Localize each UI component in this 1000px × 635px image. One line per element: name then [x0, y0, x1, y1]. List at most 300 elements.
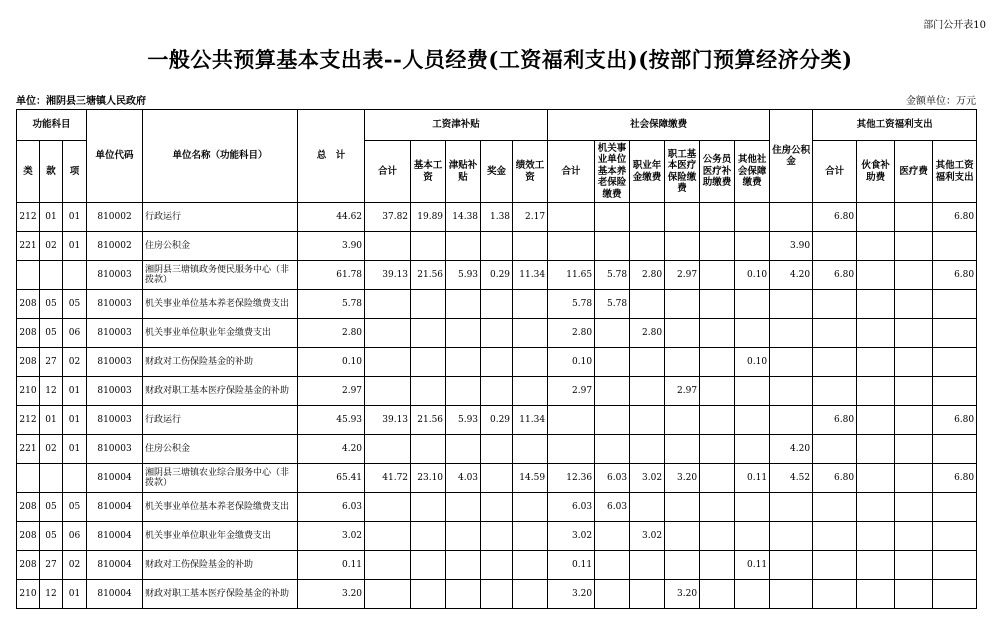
cell-annuity — [630, 435, 665, 464]
cell-unit-code: 810002 — [87, 203, 143, 232]
cell-kuan: 05 — [40, 493, 63, 522]
cell-unit-code: 810003 — [87, 406, 143, 435]
header-func-subject: 功能科目 — [17, 110, 87, 141]
unit-label: 单位：湘阴县三塘镇人民政府 — [16, 96, 146, 107]
header-social-sum: 合计 — [548, 141, 595, 203]
cell-other-social — [735, 406, 770, 435]
cell-unit-name: 财政对职工基本医疗保险基金的补助 — [143, 377, 298, 406]
cell-unit-name: 行政运行 — [143, 203, 298, 232]
cell-allowance: 14.38 — [446, 203, 481, 232]
header-other-social: 其他社会保障缴费 — [735, 141, 770, 203]
cell-med-fee — [895, 580, 933, 609]
header-perf-wage: 绩效工资 — [513, 141, 548, 203]
cell-pension — [595, 232, 630, 261]
table-row — [17, 203, 977, 232]
cell-total: 2.97 — [298, 377, 365, 406]
cell-perf-wage: 11.34 — [513, 406, 548, 435]
cell-unit-code: 810004 — [87, 464, 143, 493]
cell-social-sum: 5.78 — [548, 290, 595, 319]
cell-total: 4.20 — [298, 435, 365, 464]
cell-social-sum: 2.80 — [548, 319, 595, 348]
cell-total: 44.62 — [298, 203, 365, 232]
header-other-group: 其他工资福利支出 — [813, 110, 977, 141]
cell-medical — [665, 203, 700, 232]
cell-pension — [595, 377, 630, 406]
cell-wage-sum: 39.13 — [365, 406, 411, 435]
header-bonus: 奖金 — [481, 141, 513, 203]
cell-housing: 3.90 — [770, 232, 813, 261]
cell-housing — [770, 493, 813, 522]
cell-other-sum — [813, 290, 857, 319]
cell-perf-wage — [513, 319, 548, 348]
cell-allowance — [446, 435, 481, 464]
cell-social-sum — [548, 435, 595, 464]
cell-unit-code: 810003 — [87, 435, 143, 464]
cell-unit-name: 住房公积金 — [143, 232, 298, 261]
cell-kuan: 02 — [40, 435, 63, 464]
cell-med-fee — [895, 435, 933, 464]
cell-unit-name: 机关事业单位职业年金缴费支出 — [143, 319, 298, 348]
cell-other-sum — [813, 377, 857, 406]
cell-allowance — [446, 580, 481, 609]
cell-med-fee — [895, 348, 933, 377]
cell-civil-medical — [700, 261, 735, 290]
cell-civil-medical — [700, 203, 735, 232]
cell-basic-wage — [411, 232, 446, 261]
cell-other-social — [735, 232, 770, 261]
cell-housing: 4.20 — [770, 435, 813, 464]
cell-xiang — [63, 261, 87, 290]
cell-pension: 6.03 — [595, 493, 630, 522]
cell-med-fee — [895, 406, 933, 435]
cell-other-social — [735, 203, 770, 232]
cell-kuan: 12 — [40, 377, 63, 406]
cell-allowance — [446, 493, 481, 522]
cell-medical: 3.20 — [665, 464, 700, 493]
cell-unit-code: 810004 — [87, 580, 143, 609]
cell-housing — [770, 203, 813, 232]
cell-perf-wage: 2.17 — [513, 203, 548, 232]
cell-pension — [595, 551, 630, 580]
cell-other-sum — [813, 580, 857, 609]
cell-unit-name: 湘阴县三塘镇政务便民服务中心（非拨款） — [143, 261, 298, 290]
cell-unit-code: 810004 — [87, 493, 143, 522]
cell-annuity: 2.80 — [630, 261, 665, 290]
cell-xiang: 01 — [63, 580, 87, 609]
cell-total: 3.02 — [298, 522, 365, 551]
cell-perf-wage — [513, 348, 548, 377]
table-row — [17, 522, 977, 551]
cell-unit-code: 810003 — [87, 319, 143, 348]
cell-pension — [595, 348, 630, 377]
cell-unit-code: 810003 — [87, 348, 143, 377]
cell-social-sum — [548, 203, 595, 232]
cell-pension — [595, 319, 630, 348]
page-title: 一般公共预算基本支出表--人员经费(工资福利支出)(按部门预算经济分类) — [147, 47, 853, 72]
cell-kuan: 05 — [40, 290, 63, 319]
cell-meal — [857, 580, 895, 609]
cell-meal — [857, 319, 895, 348]
header-medical: 职工基本医疗保险缴费 — [665, 141, 700, 203]
cell-housing — [770, 406, 813, 435]
cell-annuity: 3.02 — [630, 522, 665, 551]
cell-unit-name: 湘阴县三塘镇农业综合服务中心（非拨款） — [143, 464, 298, 493]
cell-other-social: 0.11 — [735, 551, 770, 580]
cell-allowance — [446, 348, 481, 377]
cell-other-welfare — [933, 551, 977, 580]
cell-wage-sum — [365, 435, 411, 464]
amount-unit-label: 金额单位：万元 — [906, 96, 976, 107]
cell-other-sum: 6.80 — [813, 261, 857, 290]
cell-med-fee — [895, 522, 933, 551]
cell-civil-medical — [700, 551, 735, 580]
header-allowance: 津贴补贴 — [446, 141, 481, 203]
header-med-fee: 医疗费 — [895, 141, 933, 203]
cell-meal — [857, 551, 895, 580]
cell-other-sum: 6.80 — [813, 406, 857, 435]
header-pension: 机关事业单位基本养老保险缴费 — [595, 141, 630, 203]
cell-social-sum — [548, 406, 595, 435]
cell-other-welfare — [933, 232, 977, 261]
cell-allowance — [446, 377, 481, 406]
cell-medical — [665, 551, 700, 580]
cell-meal — [857, 290, 895, 319]
cell-other-social — [735, 290, 770, 319]
cell-medical: 3.20 — [665, 580, 700, 609]
cell-wage-sum — [365, 580, 411, 609]
cell-wage-sum — [365, 232, 411, 261]
cell-civil-medical — [700, 377, 735, 406]
cell-total: 6.03 — [298, 493, 365, 522]
cell-unit-code: 810004 — [87, 522, 143, 551]
cell-bonus — [481, 580, 513, 609]
cell-meal — [857, 406, 895, 435]
cell-other-sum: 6.80 — [813, 464, 857, 493]
cell-unit-name: 机关事业单位职业年金缴费支出 — [143, 522, 298, 551]
cell-xiang: 01 — [63, 203, 87, 232]
header-kuan: 款 — [40, 141, 63, 203]
cell-basic-wage — [411, 522, 446, 551]
header-civil-medical: 公务员医疗补助缴费 — [700, 141, 735, 203]
cell-kuan — [40, 464, 63, 493]
cell-xiang: 01 — [63, 406, 87, 435]
cell-other-welfare: 6.80 — [933, 406, 977, 435]
cell-other-welfare — [933, 435, 977, 464]
cell-social-sum: 3.20 — [548, 580, 595, 609]
cell-meal — [857, 232, 895, 261]
cell-lei: 208 — [17, 348, 40, 377]
table-row — [17, 261, 977, 290]
cell-housing: 4.20 — [770, 261, 813, 290]
cell-pension: 5.78 — [595, 290, 630, 319]
cell-annuity — [630, 232, 665, 261]
cell-total: 0.11 — [298, 551, 365, 580]
cell-meal — [857, 522, 895, 551]
cell-wage-sum: 39.13 — [365, 261, 411, 290]
cell-other-social — [735, 580, 770, 609]
cell-lei: 221 — [17, 232, 40, 261]
cell-xiang: 01 — [63, 232, 87, 261]
cell-total: 61.78 — [298, 261, 365, 290]
cell-pension — [595, 580, 630, 609]
cell-med-fee — [895, 464, 933, 493]
cell-perf-wage — [513, 435, 548, 464]
cell-wage-sum — [365, 290, 411, 319]
cell-xiang — [63, 464, 87, 493]
cell-kuan: 01 — [40, 203, 63, 232]
cell-other-welfare — [933, 319, 977, 348]
cell-med-fee — [895, 203, 933, 232]
cell-unit-name: 财政对工伤保险基金的补助 — [143, 348, 298, 377]
cell-wage-sum — [365, 348, 411, 377]
cell-other-welfare — [933, 522, 977, 551]
cell-bonus — [481, 377, 513, 406]
cell-lei: 208 — [17, 493, 40, 522]
cell-med-fee — [895, 377, 933, 406]
cell-pension: 6.03 — [595, 464, 630, 493]
header-wage-group: 工资津补贴 — [365, 110, 548, 141]
table-row — [17, 493, 977, 522]
cell-bonus — [481, 348, 513, 377]
cell-unit-name: 住房公积金 — [143, 435, 298, 464]
cell-pension — [595, 406, 630, 435]
header-xiang: 项 — [63, 141, 87, 203]
cell-basic-wage — [411, 348, 446, 377]
cell-meal — [857, 377, 895, 406]
table-row — [17, 348, 977, 377]
cell-lei: 212 — [17, 406, 40, 435]
cell-other-sum — [813, 522, 857, 551]
cell-perf-wage: 14.59 — [513, 464, 548, 493]
cell-lei — [17, 464, 40, 493]
cell-medical — [665, 435, 700, 464]
cell-annuity — [630, 493, 665, 522]
cell-perf-wage — [513, 551, 548, 580]
cell-other-social: 0.11 — [735, 464, 770, 493]
cell-other-welfare — [933, 377, 977, 406]
cell-bonus — [481, 290, 513, 319]
header-annuity: 职业年金缴费 — [630, 141, 665, 203]
cell-wage-sum — [365, 319, 411, 348]
cell-other-sum: 6.80 — [813, 203, 857, 232]
cell-civil-medical — [700, 435, 735, 464]
cell-unit-code: 810003 — [87, 377, 143, 406]
cell-housing — [770, 348, 813, 377]
cell-annuity — [630, 580, 665, 609]
cell-other-social — [735, 319, 770, 348]
cell-wage-sum — [365, 493, 411, 522]
cell-xiang: 02 — [63, 348, 87, 377]
cell-allowance — [446, 290, 481, 319]
table-row — [17, 406, 977, 435]
cell-medical — [665, 290, 700, 319]
cell-unit-code: 810002 — [87, 232, 143, 261]
cell-perf-wage — [513, 522, 548, 551]
header-other-welfare: 其他工资福利支出 — [933, 141, 977, 203]
cell-allowance: 5.93 — [446, 406, 481, 435]
cell-civil-medical — [700, 319, 735, 348]
cell-bonus — [481, 464, 513, 493]
cell-kuan: 05 — [40, 319, 63, 348]
cell-housing — [770, 522, 813, 551]
cell-other-social: 0.10 — [735, 348, 770, 377]
cell-wage-sum — [365, 377, 411, 406]
cell-other-sum — [813, 551, 857, 580]
cell-civil-medical — [700, 464, 735, 493]
page-code: 部门公开表10 — [923, 20, 986, 31]
cell-lei: 208 — [17, 551, 40, 580]
cell-other-welfare — [933, 290, 977, 319]
cell-basic-wage — [411, 551, 446, 580]
cell-civil-medical — [700, 290, 735, 319]
cell-allowance — [446, 522, 481, 551]
cell-kuan: 12 — [40, 580, 63, 609]
cell-other-sum — [813, 493, 857, 522]
cell-xiang: 06 — [63, 319, 87, 348]
cell-kuan — [40, 261, 63, 290]
cell-unit-name: 财政对职工基本医疗保险基金的补助 — [143, 580, 298, 609]
cell-annuity — [630, 203, 665, 232]
cell-other-welfare — [933, 493, 977, 522]
cell-other-welfare — [933, 348, 977, 377]
cell-total: 3.90 — [298, 232, 365, 261]
cell-bonus — [481, 232, 513, 261]
cell-housing — [770, 551, 813, 580]
cell-basic-wage — [411, 493, 446, 522]
table-body — [17, 203, 977, 609]
cell-social-sum: 2.97 — [548, 377, 595, 406]
cell-annuity — [630, 348, 665, 377]
cell-allowance: 5.93 — [446, 261, 481, 290]
cell-annuity — [630, 551, 665, 580]
cell-unit-code: 810003 — [87, 290, 143, 319]
cell-annuity: 2.80 — [630, 319, 665, 348]
cell-total: 3.20 — [298, 580, 365, 609]
cell-meal — [857, 203, 895, 232]
cell-allowance: 4.03 — [446, 464, 481, 493]
cell-civil-medical — [700, 348, 735, 377]
header-meal: 伙食补助费 — [857, 141, 895, 203]
cell-med-fee — [895, 551, 933, 580]
cell-kuan: 02 — [40, 232, 63, 261]
cell-med-fee — [895, 261, 933, 290]
cell-basic-wage — [411, 377, 446, 406]
cell-meal — [857, 464, 895, 493]
cell-allowance — [446, 319, 481, 348]
cell-pension — [595, 435, 630, 464]
cell-other-welfare: 6.80 — [933, 203, 977, 232]
cell-other-sum — [813, 319, 857, 348]
cell-pension: 5.78 — [595, 261, 630, 290]
cell-medical — [665, 522, 700, 551]
cell-medical — [665, 232, 700, 261]
cell-xiang: 01 — [63, 435, 87, 464]
cell-pension — [595, 203, 630, 232]
cell-unit-name: 机关事业单位基本养老保险缴费支出 — [143, 290, 298, 319]
table-row — [17, 580, 977, 609]
cell-xiang: 05 — [63, 493, 87, 522]
cell-meal — [857, 261, 895, 290]
table-row — [17, 435, 977, 464]
table-row — [17, 464, 977, 493]
cell-annuity: 3.02 — [630, 464, 665, 493]
cell-med-fee — [895, 319, 933, 348]
cell-med-fee — [895, 232, 933, 261]
cell-total: 5.78 — [298, 290, 365, 319]
cell-social-sum: 3.02 — [548, 522, 595, 551]
cell-perf-wage — [513, 290, 548, 319]
table-row — [17, 290, 977, 319]
cell-total: 2.80 — [298, 319, 365, 348]
header-unit-code: 单位代码 — [87, 110, 143, 203]
cell-medical — [665, 319, 700, 348]
cell-civil-medical — [700, 493, 735, 522]
cell-perf-wage: 11.34 — [513, 261, 548, 290]
cell-civil-medical — [700, 232, 735, 261]
cell-civil-medical — [700, 522, 735, 551]
cell-perf-wage — [513, 580, 548, 609]
cell-xiang: 06 — [63, 522, 87, 551]
cell-xiang: 01 — [63, 377, 87, 406]
cell-other-social — [735, 522, 770, 551]
cell-medical — [665, 493, 700, 522]
cell-basic-wage — [411, 319, 446, 348]
cell-civil-medical — [700, 406, 735, 435]
header-housing: 住房公积金 — [770, 110, 813, 203]
cell-lei: 208 — [17, 319, 40, 348]
budget-table — [16, 109, 977, 609]
cell-housing — [770, 290, 813, 319]
cell-lei — [17, 261, 40, 290]
cell-perf-wage — [513, 377, 548, 406]
cell-annuity — [630, 377, 665, 406]
cell-bonus — [481, 522, 513, 551]
cell-unit-name: 机关事业单位基本养老保险缴费支出 — [143, 493, 298, 522]
cell-basic-wage — [411, 435, 446, 464]
cell-bonus — [481, 551, 513, 580]
cell-lei: 210 — [17, 580, 40, 609]
cell-medical — [665, 406, 700, 435]
cell-total: 65.41 — [298, 464, 365, 493]
cell-medical: 2.97 — [665, 377, 700, 406]
cell-basic-wage — [411, 290, 446, 319]
cell-wage-sum: 41.72 — [365, 464, 411, 493]
cell-meal — [857, 435, 895, 464]
header-basic-wage: 基本工资 — [411, 141, 446, 203]
cell-other-sum — [813, 232, 857, 261]
cell-other-welfare — [933, 580, 977, 609]
cell-lei: 212 — [17, 203, 40, 232]
cell-unit-name: 财政对工伤保险基金的补助 — [143, 551, 298, 580]
cell-perf-wage — [513, 232, 548, 261]
cell-lei: 208 — [17, 290, 40, 319]
cell-med-fee — [895, 290, 933, 319]
cell-allowance — [446, 232, 481, 261]
cell-medical — [665, 348, 700, 377]
cell-basic-wage: 19.89 — [411, 203, 446, 232]
header-other-sum: 合计 — [813, 141, 857, 203]
cell-housing — [770, 377, 813, 406]
cell-social-sum — [548, 232, 595, 261]
cell-basic-wage: 21.56 — [411, 261, 446, 290]
cell-other-sum — [813, 435, 857, 464]
cell-total: 0.10 — [298, 348, 365, 377]
cell-kuan: 05 — [40, 522, 63, 551]
cell-xiang: 02 — [63, 551, 87, 580]
cell-social-sum: 0.10 — [548, 348, 595, 377]
header-social-group: 社会保障缴费 — [548, 110, 770, 141]
cell-basic-wage: 21.56 — [411, 406, 446, 435]
